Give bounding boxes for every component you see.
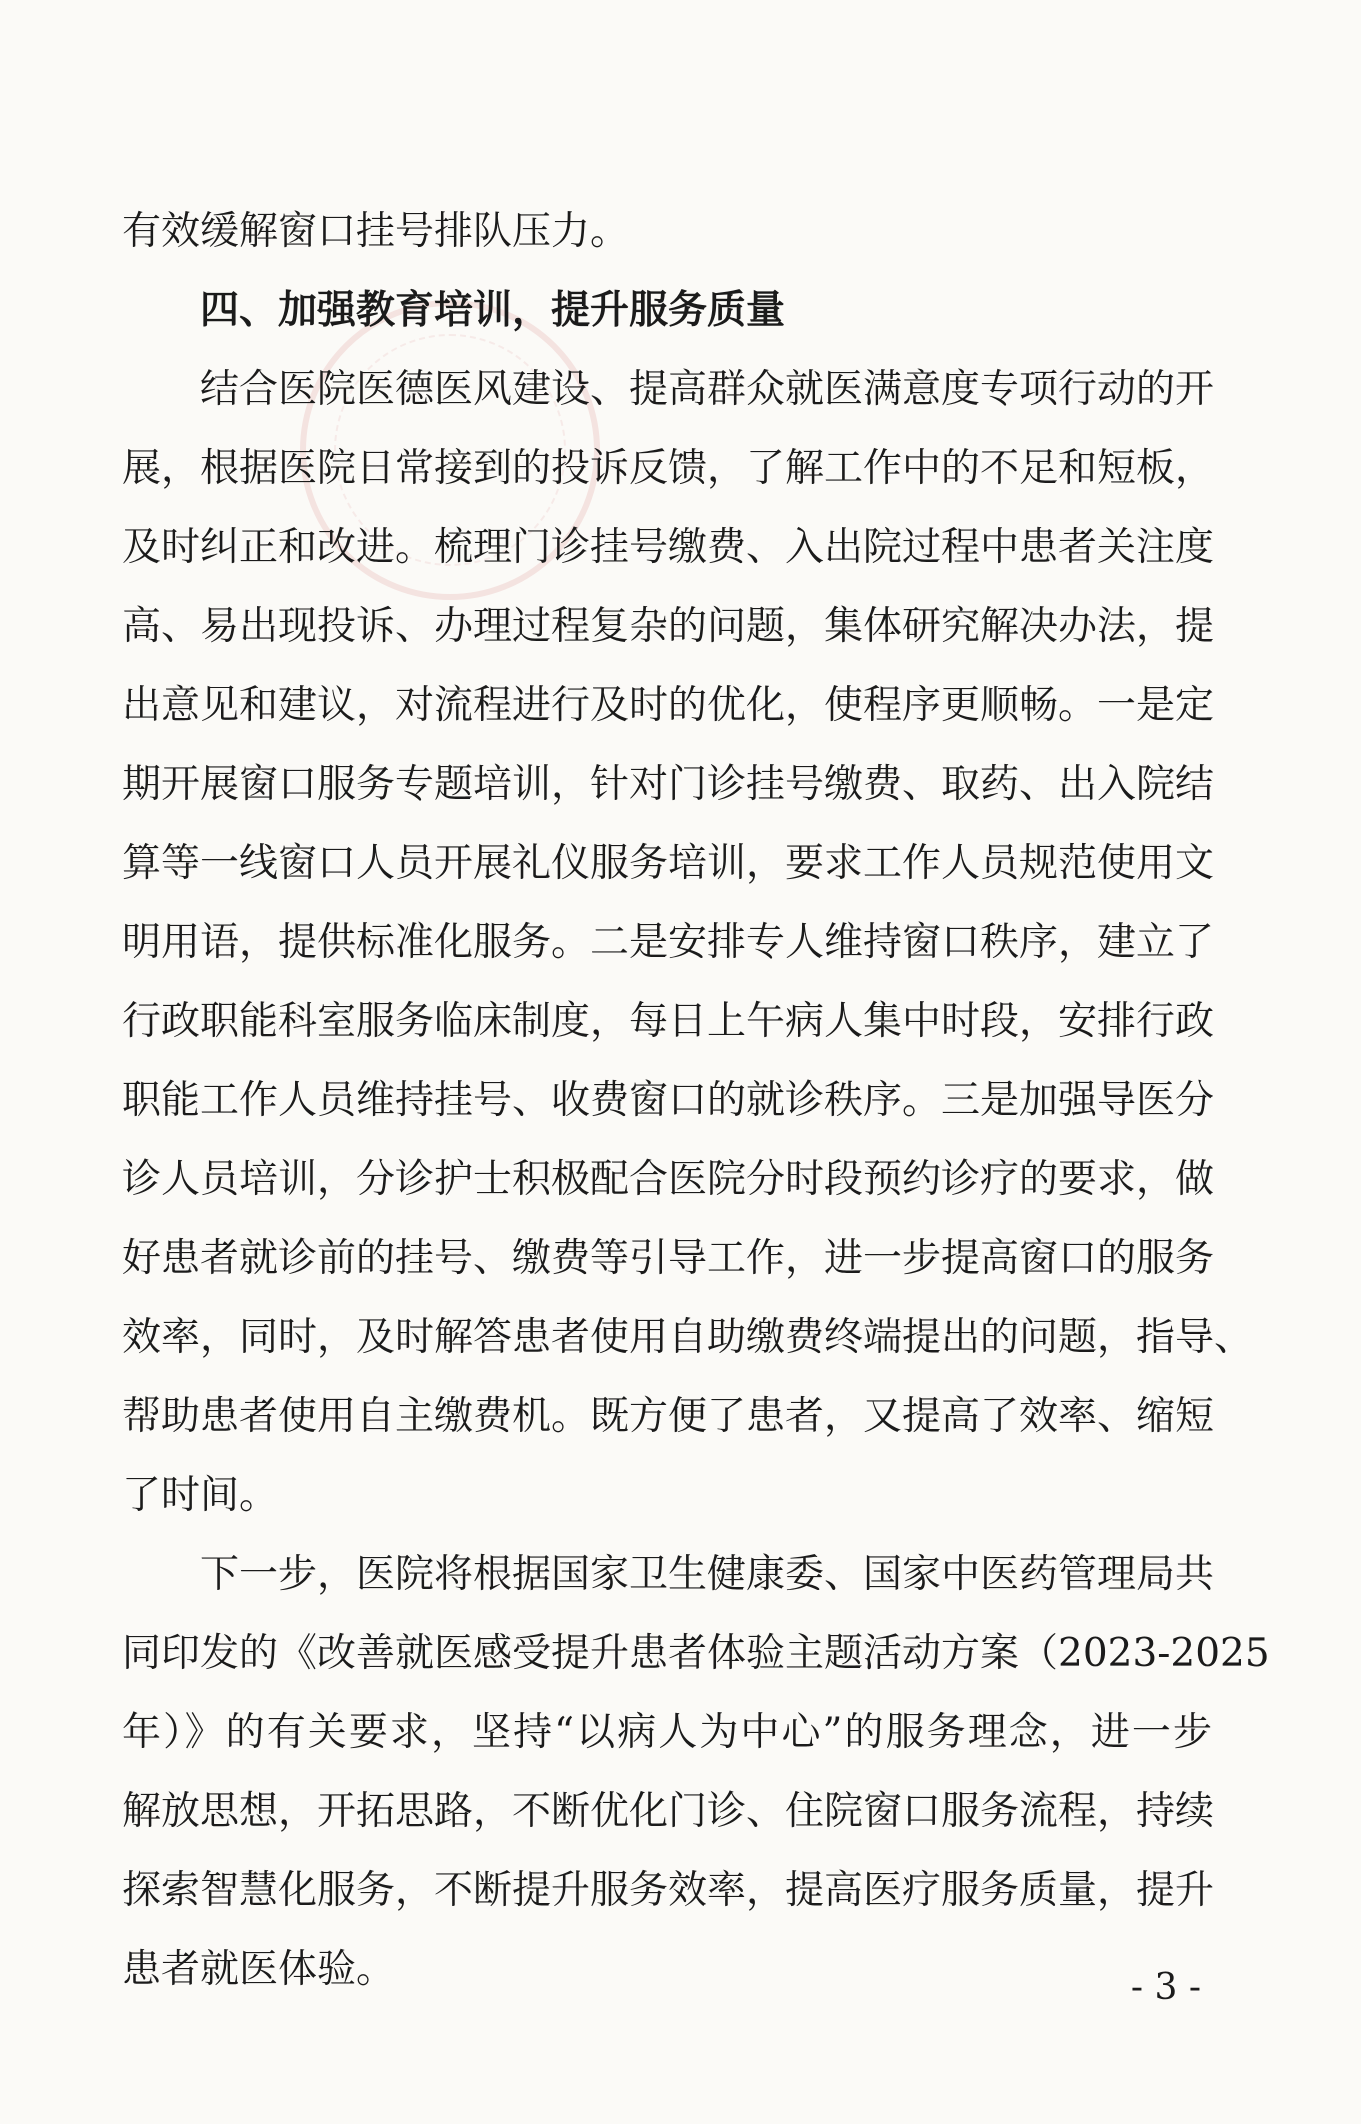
paragraph-3-line-6: 患者就医体验。	[122, 1947, 396, 1992]
paragraph-2-line-11: 诊人员培训，分诊护士积极配合医院分时段预约诊疗的要求，做	[122, 1157, 1215, 1202]
paragraph-3-line-3: 年）》的有关要求，坚持“以病人为中心”的服务理念，进一步	[122, 1710, 1212, 1755]
paragraph-2-line-7: 算等一线窗口人员开展礼仪服务培训，要求工作人员规范使用文	[122, 841, 1215, 886]
document-body	[122, 192, 1270, 2009]
paragraph-2-line-13: 效率，同时，及时解答患者使用自助缴费终端提出的问题，指导、	[122, 1315, 1254, 1360]
paragraph-2-line-2: 展，根据医院日常接到的投诉反馈，了解工作中的不足和短板，	[122, 446, 1215, 491]
paragraph-3-line-1: 下一步，医院将根据国家卫生健康委、国家中医药管理局共	[200, 1552, 1215, 1597]
page-number: - 3 -	[1130, 1967, 1201, 2008]
paragraph-2-line-14: 帮助患者使用自主缴费机。既方便了患者，又提高了效率、缩短	[122, 1394, 1215, 1439]
paragraph-2-line-8: 明用语，提供标准化服务。二是安排专人维持窗口秩序，建立了	[122, 920, 1215, 965]
paragraph-2-line-9: 行政职能科室服务临床制度，每日上午病人集中时段，安排行政	[122, 999, 1215, 1044]
paragraph-2-line-10: 职能工作人员维持挂号、收费窗口的就诊秩序。三是加强导医分	[122, 1078, 1215, 1123]
paragraph-continuation-line: 有效缓解窗口挂号排队压力。	[122, 209, 630, 254]
section-heading: 四、加强教育培训，提升服务质量	[200, 288, 786, 333]
paragraph-2-line-3: 及时纠正和改进。梳理门诊挂号缴费、入出院过程中患者关注度	[122, 525, 1215, 570]
paragraph-2-line-15: 了时间。	[122, 1473, 279, 1518]
paragraph-3-line-4: 解放思想，开拓思路，不断优化门诊、住院窗口服务流程，持续	[122, 1789, 1215, 1834]
paragraph-2-line-4: 高、易出现投诉、办理过程复杂的问题，集体研究解决办法，提	[122, 604, 1215, 649]
paragraph-3-line-2: 同印发的《改善就医感受提升患者体验主题活动方案（2023-2025	[122, 1631, 1270, 1676]
paragraph-2-line-12: 好患者就诊前的挂号、缴费等引导工作，进一步提高窗口的服务	[122, 1236, 1215, 1281]
paragraph-2-line-6: 期开展窗口服务专题培训，针对门诊挂号缴费、取药、出入院结	[122, 762, 1215, 807]
paragraph-2-line-5: 出意见和建议，对流程进行及时的优化，使程序更顺畅。一是定	[122, 683, 1215, 728]
paragraph-2-line-1: 结合医院医德医风建设、提高群众就医满意度专项行动的开	[200, 367, 1215, 412]
paragraph-3-line-5: 探索智慧化服务，不断提升服务效率，提高医疗服务质量，提升	[122, 1868, 1215, 1913]
